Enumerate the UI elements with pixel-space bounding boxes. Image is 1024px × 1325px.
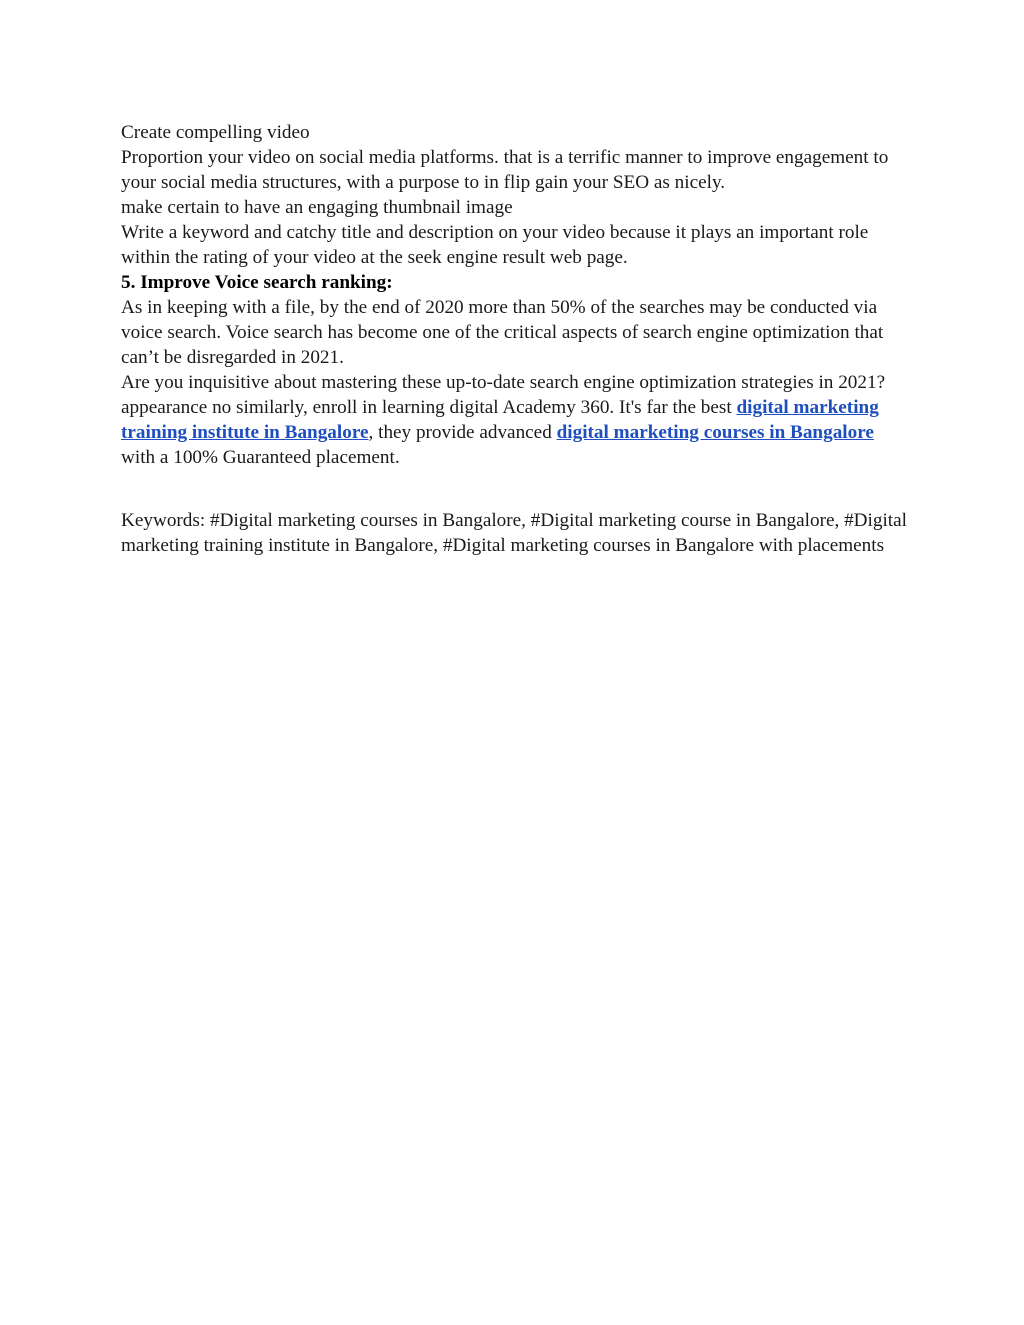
line-thumbnail: make certain to have an engaging thumbnail image bbox=[121, 197, 513, 218]
link-training-institute[interactable]: digital marketing training institute in Bangalore bbox=[121, 397, 879, 443]
paragraph-voice-search: As in keeping with a file, by the end of 2020 more than 50% of the searches may be conducted via voice search. Voice search has become one of the critical aspects of search engine optimization that can’t be disregarded in 2021. bbox=[121, 297, 884, 368]
paragraph-call-to-action bbox=[121, 370, 911, 470]
keywords-paragraph: Keywords: #Digital marketing courses in Bangalore, #Digital marketing course in Bangalore, #Digital marketing training institute in Bangalore, #Digital marketing courses in Bangalore with placements bbox=[121, 510, 907, 556]
document-body bbox=[121, 120, 911, 558]
cta-text-1: Are you inquisitive about mastering these up-to-date search engine optimization strategies in 2021? appearance no similarly, enroll in learning digital Academy 360. It's far the best bbox=[121, 372, 886, 418]
cta-text-2: , they provide advanced bbox=[368, 422, 557, 443]
line-create-video: Create compelling video bbox=[121, 122, 310, 143]
paragraph-video-sharing: Proportion your video on social media platforms. that is a terrific manner to improve engagement to your social media structures, with a purpose to in flip gain your SEO as nicely. bbox=[121, 147, 889, 193]
link-marketing-courses[interactable]: digital marketing courses in Bangalore bbox=[556, 422, 874, 443]
paragraph-keyword-title: Write a keyword and catchy title and description on your video because it plays an important role within the rating of your video at the seek engine result web page. bbox=[121, 222, 869, 268]
section-heading-voice-search: 5. Improve Voice search ranking: bbox=[121, 272, 393, 293]
cta-text-3: with a 100% Guaranteed placement. bbox=[121, 447, 400, 468]
